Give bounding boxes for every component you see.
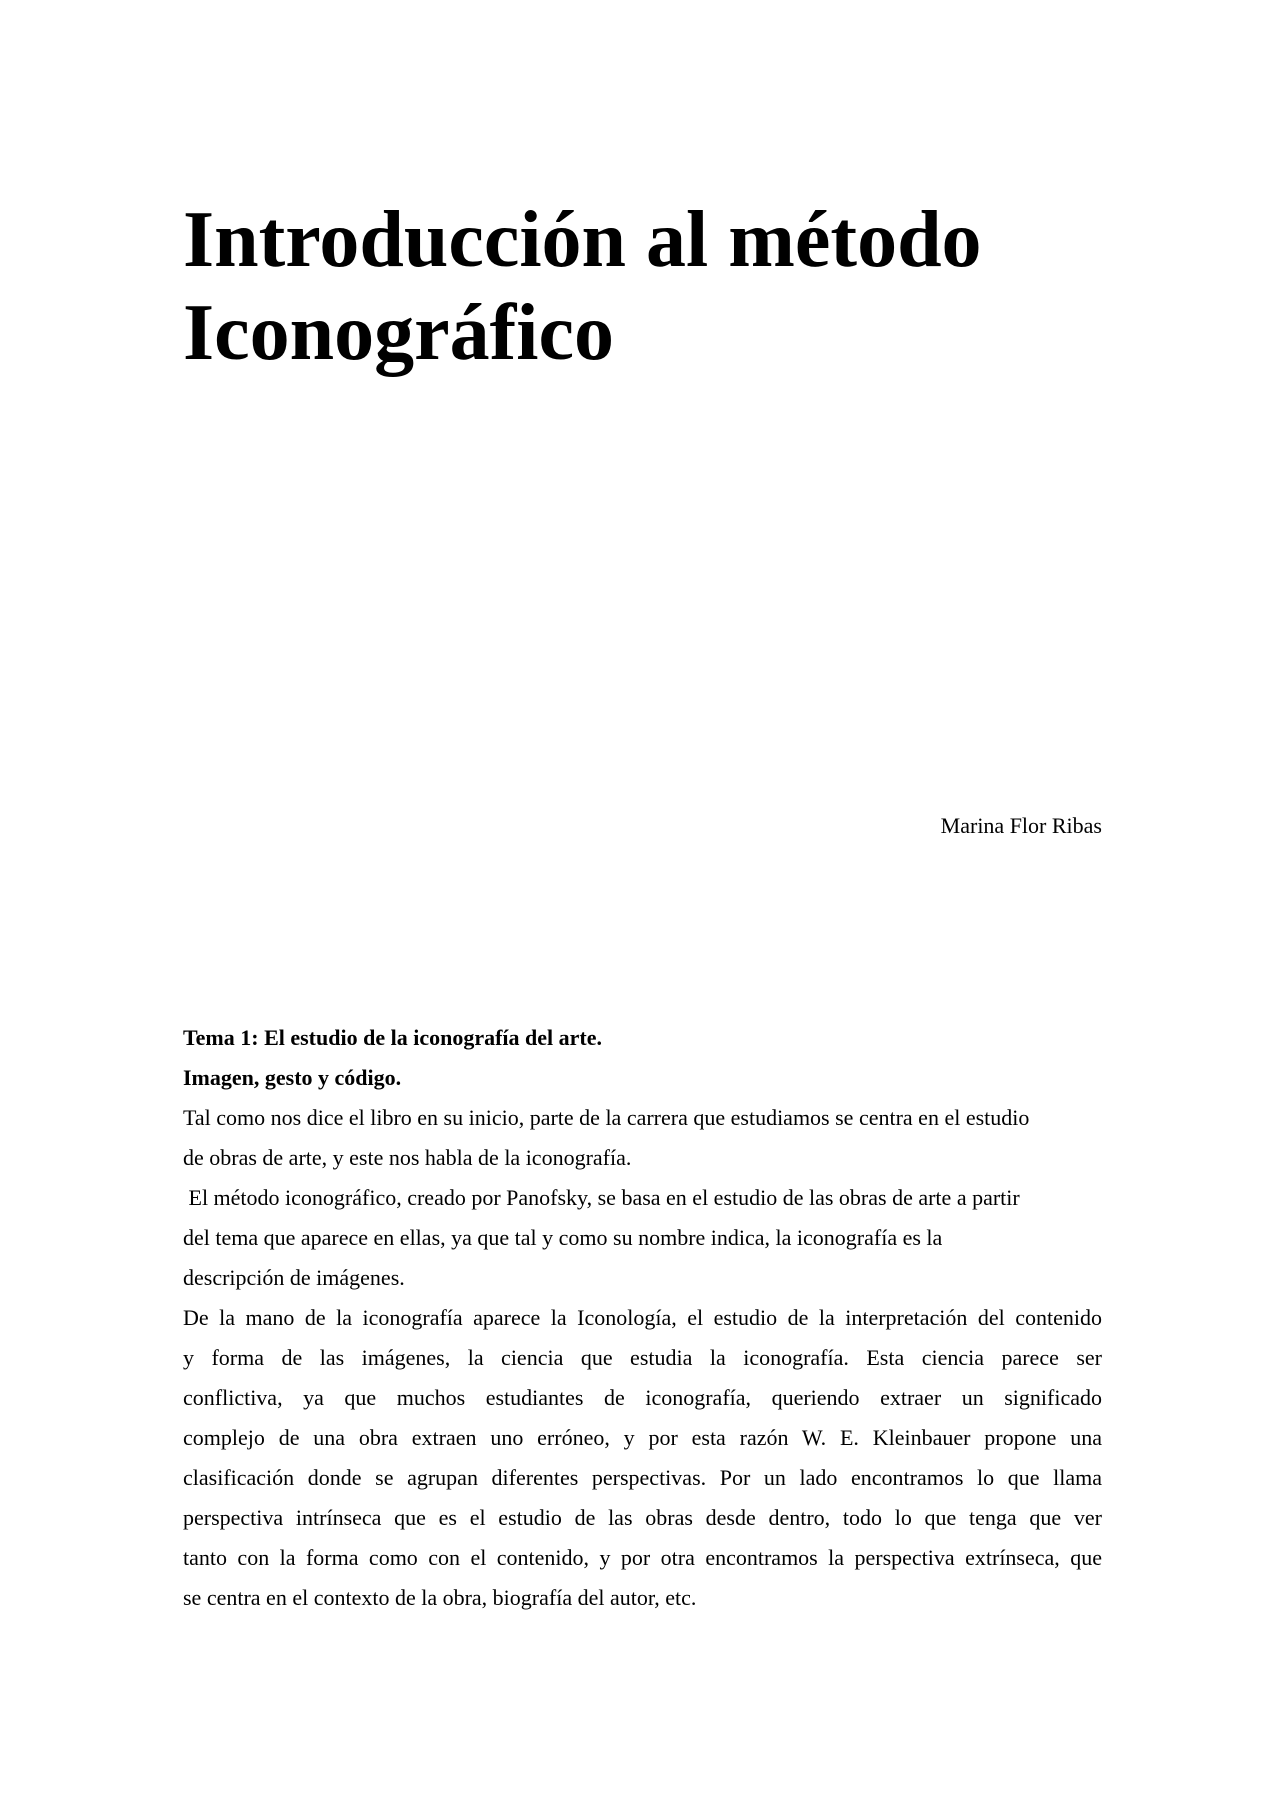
document-title (183, 194, 1183, 380)
text-line: Tal como nos dice el libro en su inicio, parte de la carrera que estudiamos se centra en el estudio (183, 1105, 1030, 1130)
title-line-2: Iconográfico (183, 289, 615, 377)
text-line: De la mano de la iconografía aparece la Iconología, el estudio de la interpretación del contenido (183, 1305, 1102, 1330)
author-name: Marina Flor Ribas (940, 813, 1102, 838)
document-body (183, 1018, 1102, 1618)
title-line-1: Introducción al método (183, 196, 982, 284)
text-line: El método iconográfico, creado por Panofsky, se basa en el estudio de las obras de arte a partir (183, 1185, 1020, 1210)
paragraph-1 (183, 1098, 1102, 1178)
text-line: y forma de las imágenes, la ciencia que estudia la iconografía. Esta ciencia parece ser (183, 1345, 1102, 1370)
text-line: se centra en el contexto de la obra, biografía del autor, etc. (183, 1585, 697, 1610)
text-line: tanto con la forma como con el contenido, y por otra encontramos la perspectiva extrínseca, que (183, 1545, 1102, 1570)
text-line: clasificación donde se agrupan diferentes perspectivas. Por un lado encontramos lo que llama (183, 1465, 1102, 1490)
text-line: complejo de una obra extraen uno erróneo, y por esta razón W. E. Kleinbauer propone una (183, 1425, 1102, 1450)
paragraph-3 (183, 1298, 1102, 1618)
text-line: perspectiva intrínseca que es el estudio de las obras desde dentro, todo lo que tenga que ver (183, 1505, 1102, 1530)
paragraph-2 (183, 1178, 1102, 1298)
text-line: de obras de arte, y este nos habla de la iconografía. (183, 1145, 632, 1170)
section-subheading: Imagen, gesto y código. (183, 1065, 402, 1090)
section-heading: Tema 1: El estudio de la iconografía del arte. (183, 1025, 602, 1050)
text-line: del tema que aparece en ellas, ya que tal y como su nombre indica, la iconografía es la (183, 1225, 943, 1250)
text-line: conflictiva, ya que muchos estudiantes de iconografía, queriendo extraer un significado (183, 1385, 1102, 1410)
text-line: descripción de imágenes. (183, 1265, 405, 1290)
